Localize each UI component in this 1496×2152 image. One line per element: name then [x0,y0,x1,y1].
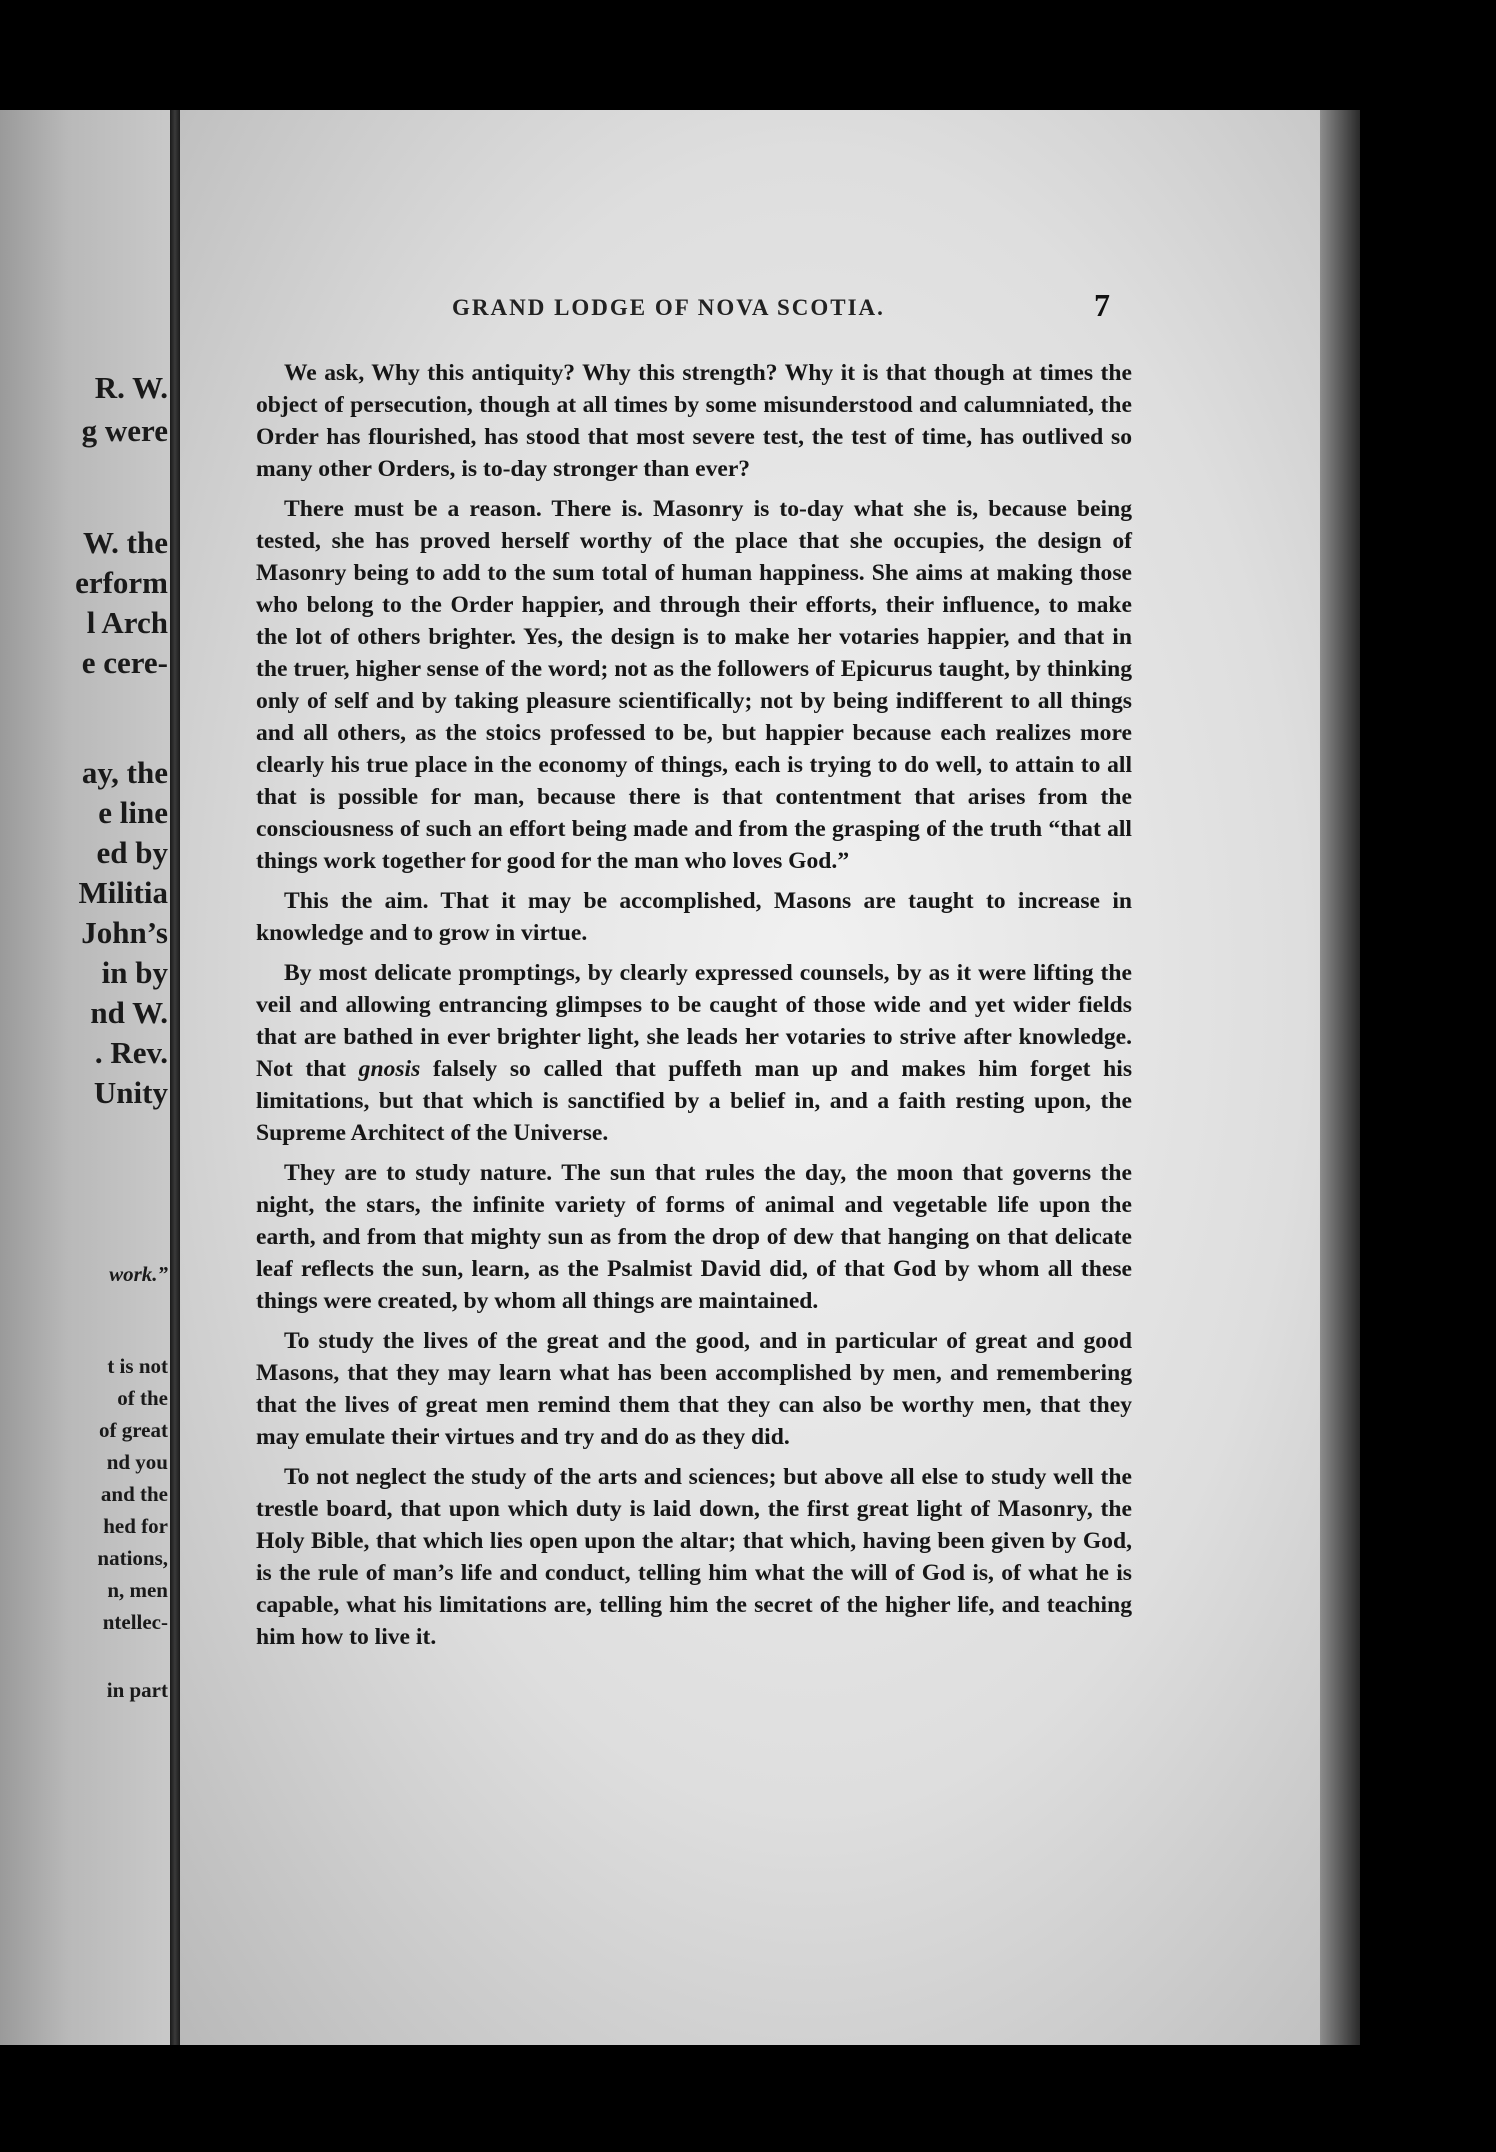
left-page-fragment: of great [99,1418,168,1442]
left-page-fragment: erform [75,565,168,600]
running-title: GRAND LODGE OF NOVA SCOTIA. [452,295,885,320]
left-page-fragment: and the [100,1482,168,1506]
paragraph-4-italic-gnosis: gnosis [358,1056,421,1082]
left-page-fragment: hed for [103,1514,168,1538]
page-edge-shadow [1320,110,1360,2045]
paragraph-7: To not neglect the study of the arts and sciences; but above all else to study well the trestle board, that upon which duty is laid down, the first great light of Masonry, the Holy Bible, that which lies open upon the altar; that which, having been given by God, is the rule of man’s life and conduct, telling him what the will of God is, of what he is capable, what his limitations are, telling him the secret of the higher life, and teaching him how to live it. [256,1464,1132,1650]
paragraph-3: This the aim. That it may be accomplished, Masons are taught to increase in knowledge and to grow in virtue. [256,888,1132,946]
left-page-fragment: ntellec- [102,1610,168,1634]
paragraph-1: We ask, Why this antiquity? Why this strength? Why it is that though at times the object of persecution, though at all times by some misunderstood and calumniated, the Order has flourished, has stood that most severe test, the test of time, has outlived so many other Orders, is to-day stronger than ever? [256,360,1132,482]
left-page-fragment: nations, [97,1546,168,1570]
left-page-fragment: Unity [93,1075,168,1110]
page-gutter [170,110,180,2045]
left-page [0,110,172,2045]
left-page-fragment: l Arch [86,605,168,640]
left-page-fragment: e line [98,795,168,830]
paragraph-4-after: falsely so called that puffeth man up and makes him forget his limitations, but that which is sanctified by a belief in, and a faith resting upon, the Supreme Architect of the Universe. [256,1056,1132,1146]
left-page-fragment: ed by [96,835,168,870]
left-page-fragment: work.” [109,1262,168,1286]
paragraph-5: They are to study nature. The sun that rules the day, the moon that governs the night, the stars, the infinite variety of forms of animal and vegetable life upon the earth, and from that mighty sun as from the drop of dew that hanging on that delicate leaf reflects the sun, learn, as the Psalmist David did, of that God by whom all these things were created, by whom all things are maintained. [256,1160,1132,1314]
left-page-fragment: in part [106,1678,168,1702]
left-page-fragment: W. the [83,525,168,560]
left-page-fragment: Militia [78,875,168,910]
left-page-fragment: nd you [106,1450,168,1474]
page-body [256,357,1132,1661]
left-page-fragment: R. W. [94,370,168,405]
left-page-fragment: e cere- [81,645,168,680]
left-page-fragment: ay, the [81,755,168,790]
paragraph-6: To study the lives of the great and the good, and in particular of great and good Masons, that they may learn what has been accomplished by men, and remembering that the lives of great men remind them that they can also be worthy men, that they may emulate their virtues and try and do as they did. [256,1328,1132,1450]
left-page-fragment: . Rev. [94,1035,168,1070]
page-number: 7 [1094,287,1110,323]
left-page-fragment: n, men [107,1578,168,1602]
paragraph-4-before: By most delicate promptings, by clearly expressed counsels, by as it were lifting the veil and allowing entrancing glimpses to be caught of those wide and yet wider fields that are bathed in ever brighter light, she leads her votaries to strive after knowledge. Not that [256,960,1132,1082]
paragraph-4 [256,957,1132,1149]
left-page-fragment: of the [117,1386,168,1410]
left-page-fragment: t is not [107,1354,168,1378]
paragraph-2: There must be a reason. There is. Masonry is to-day what she is, because being tested, she has proved herself worthy of the place that she occupies, the design of Masonry being to add to the sum total of human happiness. She aims at making those who belong to the Order happier, and through their efforts, their influence, to make the lot of others brighter. Yes, the design is to make her votaries happier, and that in the truer, higher sense of the word; not as the followers of Epicurus taught, by thinking only of self and by taking pleasure scientifically; not by being indifferent to all things and all others, as the stoics professed to be, but happier because each realizes more clearly his true place in the economy of things, each is trying to do well, to attain to all that is possible for man, because there is that contentment that arises from the consciousness of such an effort being made and from the grasping of the truth “that all things work together for good for the man who loves God.” [256,496,1132,874]
left-page-fragment: nd W. [90,995,168,1030]
left-page-fragment: John’s [81,915,168,950]
left-page-fragment: g were [81,413,168,448]
left-page-fragment: in by [101,955,168,990]
